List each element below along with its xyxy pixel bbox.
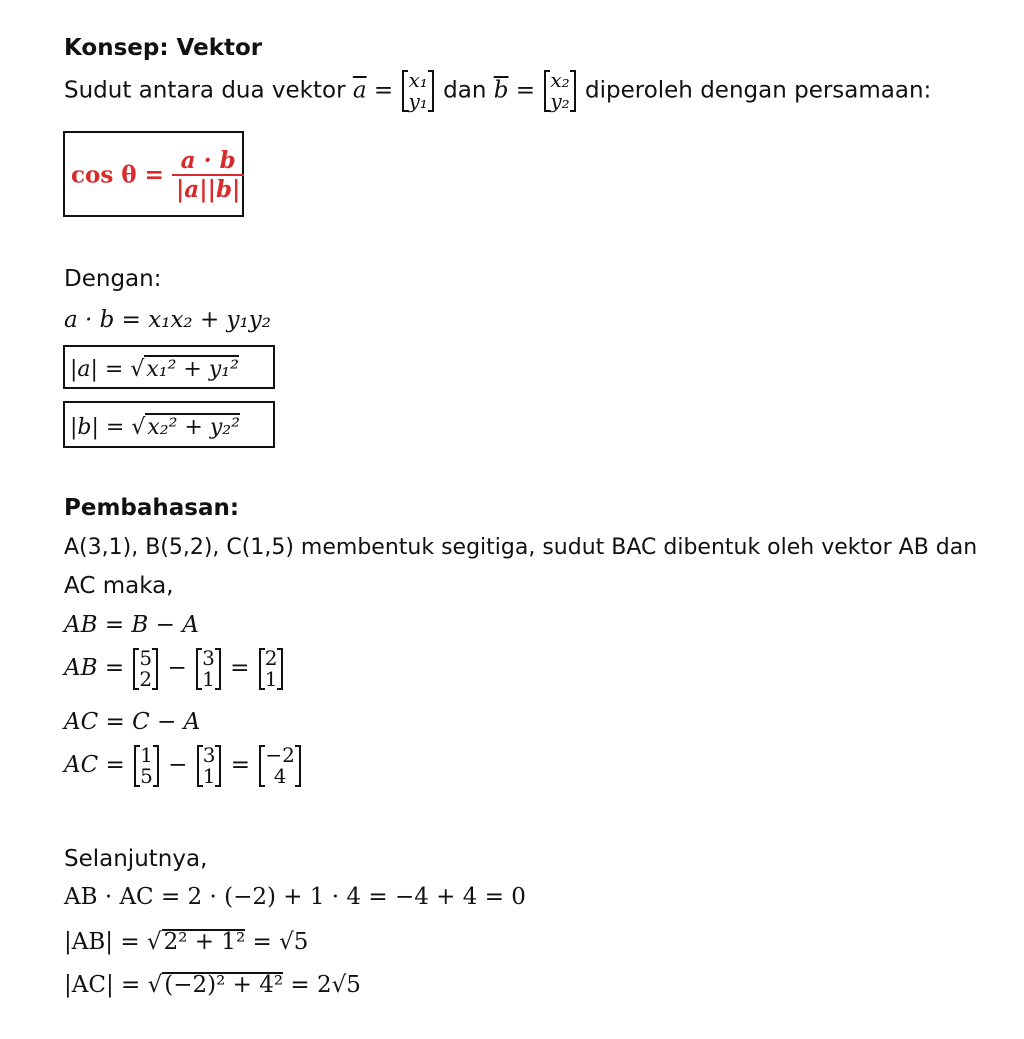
- vector-b-symbol: $\overline{b}$: [493, 77, 509, 104]
- formula-numerator: a · b: [180, 147, 236, 174]
- formula-fraction: [172, 147, 244, 203]
- ab-result-column: [259, 648, 284, 690]
- konsep-heading: Konsep: Vektor: [64, 35, 263, 61]
- matrix-cell: 2: [139, 667, 153, 691]
- matrix-cell: y₂: [550, 89, 570, 113]
- dengan-label: Dengan:: [64, 266, 162, 292]
- dot-product-definition: a · b = x₁x₂ + y₁y₂: [64, 307, 271, 333]
- formula-lhs: cos θ =: [71, 161, 164, 189]
- matrix-cell: 1: [202, 764, 216, 788]
- magnitude-ab-rhs: = √5: [252, 929, 309, 955]
- matrix-cell: 4: [273, 764, 287, 788]
- minus-sign: −: [168, 752, 188, 778]
- magnitude-a-box: [63, 345, 275, 389]
- magnitude-a-lhs: |a| = √: [70, 357, 145, 382]
- vector-c-column: [134, 745, 159, 787]
- vector-a-column: [197, 745, 222, 787]
- minus-sign: −: [167, 655, 187, 681]
- vector-a-equals: =: [373, 77, 394, 104]
- matrix-cell: y₁: [408, 89, 428, 113]
- matrix-cell: −2: [265, 743, 295, 767]
- matrix-cell: x₁: [408, 68, 428, 92]
- problem-line-1: A(3,1), B(5,2), C(1,5) membentuk segitiga, sudut BAC dibentuk oleh vektor AB dan: [64, 535, 978, 560]
- vector-a-matrix: [402, 70, 433, 112]
- magnitude-ac-rhs: = 2√5: [290, 972, 361, 998]
- formula-denominator: |a||b|: [172, 174, 244, 203]
- magnitude-ac-line: [64, 972, 361, 997]
- cosine-formula-box: [63, 131, 244, 217]
- magnitude-ac-lhs: |AC| = √: [64, 972, 163, 998]
- problem-line-2: AC maka,: [64, 573, 174, 599]
- dan-word: dan: [443, 77, 487, 104]
- ab-computation: [64, 648, 285, 690]
- matrix-cell: 1: [140, 743, 153, 767]
- ac-definition: AC = C − A: [64, 709, 201, 735]
- ab-definition: AB = B − A: [64, 612, 199, 638]
- magnitude-ab-line: [64, 929, 308, 954]
- matrix-cell: 2: [264, 646, 278, 670]
- matrix-cell: x₂: [550, 68, 570, 92]
- intro-line: [64, 70, 931, 112]
- magnitude-b-box: [63, 401, 275, 448]
- equals-sign: =: [230, 752, 251, 778]
- magnitude-b-radicand: x₂² + y₂²: [147, 415, 240, 440]
- vector-a-symbol: $\overline{a}$: [352, 77, 367, 104]
- vector-b-matrix: [544, 70, 575, 112]
- equals-sign: =: [230, 655, 250, 681]
- ac-computation: [64, 745, 303, 787]
- matrix-cell: 3: [202, 646, 215, 670]
- ab-lhs: AB =: [64, 655, 125, 681]
- magnitude-ac-radicand: (−2)² + 4²: [164, 972, 284, 998]
- matrix-cell: 5: [139, 646, 153, 670]
- matrix-cell: 3: [202, 743, 216, 767]
- intro-suffix: diperoleh dengan persamaan:: [585, 77, 932, 104]
- matrix-cell: 1: [202, 667, 215, 691]
- magnitude-a-radicand: x₁² + y₁²: [146, 357, 239, 382]
- vector-b-equals: =: [515, 77, 536, 104]
- magnitude-ab-lhs: |AB| = √: [64, 929, 162, 955]
- pembahasan-heading: Pembahasan:: [64, 495, 240, 521]
- magnitude-b-lhs: |b| = √: [70, 415, 146, 440]
- matrix-cell: 1: [264, 667, 278, 691]
- ab-dot-ac-line: AB · AC = 2 · (−2) + 1 · 4 = −4 + 4 = 0: [64, 884, 526, 910]
- magnitude-ab-radicand: 2² + 1²: [163, 929, 246, 955]
- vector-a-column: [196, 648, 221, 690]
- vector-b-column: [133, 648, 158, 690]
- selanjutnya-label: Selanjutnya,: [64, 846, 208, 872]
- ac-result-column: [259, 745, 300, 787]
- intro-prefix: Sudut antara dua vektor: [64, 77, 346, 104]
- matrix-cell: 5: [140, 764, 153, 788]
- ac-lhs: AC =: [64, 752, 125, 778]
